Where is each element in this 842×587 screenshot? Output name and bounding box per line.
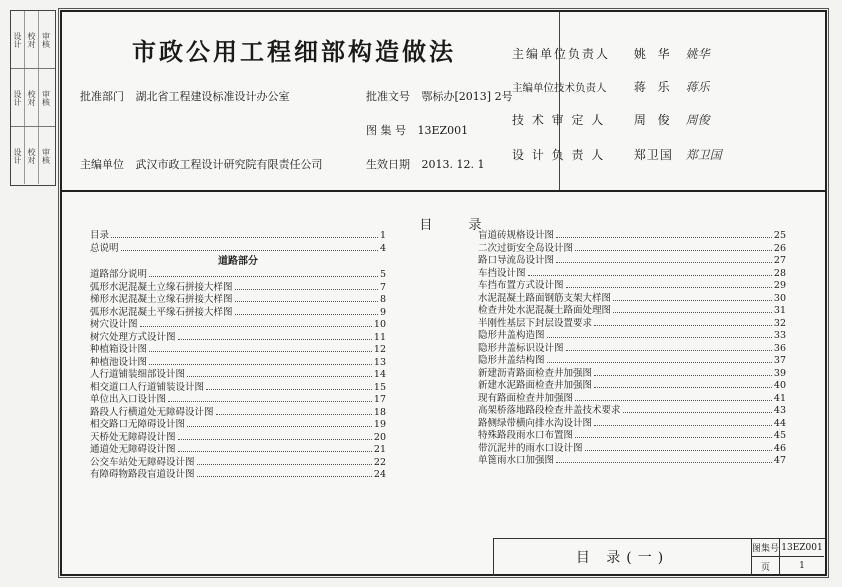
atlas-no-label: 图集号 <box>752 539 780 557</box>
toc-entry[interactable] <box>90 344 386 357</box>
signatory-signature: 郑卫国 <box>685 148 722 162</box>
toc-title: 目 录 <box>419 218 498 233</box>
toc-entry-page: 47 <box>773 455 786 466</box>
toc-leader-dots <box>235 301 378 302</box>
toc-entry[interactable] <box>478 443 786 456</box>
toc-entry-page: 27 <box>773 255 786 266</box>
page-number: 1 <box>799 561 805 571</box>
toc-entry-title: 总说明 <box>90 242 119 254</box>
approver-label: 批准部门 <box>80 90 124 103</box>
editor-line <box>80 156 323 172</box>
toc-entry-page: 8 <box>379 294 386 305</box>
toc-leader-dots <box>585 450 772 451</box>
toc-entry[interactable] <box>90 230 386 243</box>
toc-entry-title: 半刚性基层下封层设置要求 <box>478 317 593 329</box>
toc-entry-title: 路侧绿带横向排水沟设计图 <box>478 417 593 429</box>
doc-no-line <box>366 88 513 104</box>
toc-leader-dots <box>556 462 772 463</box>
toc-entry-page: 14 <box>373 369 386 380</box>
toc-entry-page: 22 <box>373 456 386 468</box>
toc-entry-title: 新建沥青路面检查井加强图 <box>478 367 593 379</box>
toc-entry-page: 7 <box>379 281 386 293</box>
toc-entry[interactable] <box>478 280 786 293</box>
toc-entry-page: 40 <box>773 380 786 391</box>
signatory-name: 周 俊 <box>633 113 674 127</box>
toc-leader-dots <box>178 451 372 452</box>
atlas-no-value: 13EZ001 <box>417 124 469 137</box>
sidebar-text: 设计 <box>11 127 25 184</box>
toc-leader-dots <box>187 376 372 377</box>
toc-entry[interactable] <box>90 469 386 482</box>
toc-entry[interactable] <box>478 368 786 381</box>
toc-entry-page: 18 <box>373 406 386 418</box>
editor-value: 武汉市政工程设计研究院有限责任公司 <box>135 158 323 171</box>
signatory-role: 主编单位负责人 <box>512 47 611 61</box>
toc-leader-dots <box>197 464 372 465</box>
signatory-role: 设 计 负 责 人 <box>512 148 606 162</box>
toc-entry-page: 21 <box>373 444 386 455</box>
toc-entry-title: 种植池设计图 <box>90 356 148 368</box>
toc-leader-dots <box>149 276 378 277</box>
toc-leader-dots <box>594 325 772 326</box>
toc-entry[interactable] <box>478 430 786 443</box>
toc-entry-title: 隐形井盖构造图 <box>478 330 545 341</box>
toc-leader-dots <box>149 351 372 352</box>
effective-value: 2013. 12. 1 <box>421 158 485 171</box>
toc-entry[interactable] <box>478 355 786 368</box>
toc-entry[interactable] <box>478 418 786 431</box>
toc-entry[interactable] <box>90 357 386 370</box>
toc-entry-page: 36 <box>773 342 786 354</box>
editor-label: 主编单位 <box>80 158 124 171</box>
toc-entry[interactable] <box>478 305 786 318</box>
toc-leader-dots <box>206 389 372 390</box>
toc-entry-page: 43 <box>773 405 786 416</box>
toc-section-heading: 道路部分 <box>218 256 258 267</box>
toc-entry-page: 13 <box>373 356 386 368</box>
toc-entry-page: 28 <box>773 267 786 279</box>
toc-entry[interactable] <box>478 230 786 243</box>
toc-entry-page: 12 <box>373 344 386 355</box>
toc-entry-title: 路段人行横道处无障碍设计图 <box>90 406 214 418</box>
page-title: 市政公用工程细部构造做法 <box>132 37 456 66</box>
toc-entry-page: 15 <box>373 381 386 393</box>
toc-entry[interactable] <box>478 268 786 281</box>
signatory-signature: 蒋乐 <box>685 80 710 94</box>
toc-leader-dots <box>556 262 772 263</box>
toc-leader-dots <box>575 250 772 251</box>
toc-entry-title: 相交路口无障碍设计图 <box>90 419 186 430</box>
toc-leader-dots <box>235 289 378 290</box>
toc-entry[interactable] <box>478 293 786 306</box>
toc-entry-title: 道路部分说明 <box>90 269 148 280</box>
toc-entry[interactable] <box>90 319 386 332</box>
toc-entry-page: 37 <box>773 355 786 366</box>
toc-entry-title: 弧形水泥混凝土立缘石拼接大样图 <box>90 281 233 293</box>
toc-entry-page: 4 <box>379 242 386 254</box>
toc-entry-page: 45 <box>773 430 786 441</box>
toc-entry-title: 单篦雨水口加强图 <box>478 455 555 466</box>
toc-leader-dots <box>111 237 378 238</box>
signatory-signature: 周俊 <box>685 113 710 127</box>
toc-leader-dots <box>556 237 772 238</box>
toc-left-column <box>90 230 386 482</box>
toc-leader-dots <box>187 426 372 427</box>
toc-entry-title: 有障碍物路段盲道设计图 <box>90 469 195 480</box>
toc-entry-page: 11 <box>373 331 386 343</box>
toc-leader-dots <box>575 400 772 401</box>
toc-entry[interactable] <box>478 405 786 418</box>
toc-entry-title: 车挡设计图 <box>478 267 526 279</box>
toc-leader-dots <box>178 439 372 440</box>
sidebar-text: 审核 <box>41 147 51 164</box>
effective-line <box>366 156 484 172</box>
signatory-role: 主编单位技术负责人 <box>512 82 607 94</box>
toc-entry-title: 通道处无障碍设计图 <box>90 444 176 455</box>
toc-entry-page: 10 <box>373 319 386 330</box>
toc-entry-page: 19 <box>373 419 386 430</box>
atlas-no-line <box>366 122 468 138</box>
toc-entry-page: 30 <box>773 292 786 304</box>
toc-entry-title: 盲道砖规格设计图 <box>478 230 555 241</box>
approver-line <box>80 88 290 104</box>
toc-entry[interactable] <box>478 380 786 393</box>
toc-entry-title: 天桥处无障碍设计图 <box>90 431 176 443</box>
toc-entry[interactable] <box>478 343 786 356</box>
toc-entry-title: 高架桥落地路段检查井盖技术要求 <box>478 405 621 416</box>
title-block <box>62 12 825 192</box>
toc-leader-dots <box>197 476 372 477</box>
toc-leader-dots <box>528 275 772 276</box>
toc-leader-dots <box>168 401 372 402</box>
toc-leader-dots <box>566 287 772 288</box>
toc-entry[interactable] <box>90 282 386 295</box>
toc-entry[interactable] <box>90 432 386 445</box>
toc-entry[interactable] <box>90 369 386 382</box>
toc-leader-dots <box>547 362 772 363</box>
toc-entry-title: 隐形井盖结构图 <box>478 355 545 366</box>
toc-leader-dots <box>575 437 772 438</box>
toc-entry[interactable] <box>478 393 786 406</box>
toc-entry-page: 5 <box>379 269 386 280</box>
toc-entry-page: 26 <box>773 242 786 254</box>
signatory-name: 姚 华 <box>633 47 674 61</box>
sidebar-text: 校对 <box>25 127 39 184</box>
signatory-row <box>512 146 722 163</box>
sheet-title: 目 录(一) <box>494 539 752 575</box>
toc-entry[interactable] <box>90 332 386 345</box>
toc-leader-dots <box>178 339 372 340</box>
toc-leader-dots <box>594 425 772 426</box>
toc-entry-page: 24 <box>373 469 386 480</box>
toc-entry[interactable] <box>90 307 386 320</box>
toc-entry-title: 种植箱设计图 <box>90 344 148 355</box>
toc-entry-title: 人行道铺装细部设计图 <box>90 369 186 380</box>
toc-entry[interactable] <box>478 455 786 468</box>
toc-entry-page: 1 <box>379 230 386 241</box>
page-label: 页 <box>752 557 780 575</box>
toc-entry-title: 现有路面检查井加强图 <box>478 392 574 404</box>
toc-entry-title: 隐形井盖标识设计图 <box>478 342 564 354</box>
toc-leader-dots <box>594 375 772 376</box>
toc-entry-title: 检查井处水泥混凝土路面处理图 <box>478 305 612 316</box>
toc-entry-title: 二次过街安全岛设计图 <box>478 242 574 254</box>
toc-leader-dots <box>566 350 772 351</box>
sidebar-text: 校对 <box>25 69 39 126</box>
toc-leader-dots <box>140 326 372 327</box>
signatory-name: 蒋 乐 <box>633 80 674 94</box>
toc-entry[interactable] <box>478 243 786 256</box>
toc-entry-title: 单位出入口设计图 <box>90 394 167 405</box>
toc-entry-page: 32 <box>773 317 786 329</box>
sidebar-text: 校对 <box>25 11 39 68</box>
sidebar-text: 设计 <box>11 11 25 68</box>
toc-entry[interactable] <box>478 255 786 268</box>
toc-leader-dots <box>623 412 772 413</box>
toc-leader-dots <box>216 414 372 415</box>
toc-entry-page: 9 <box>379 306 386 318</box>
title-block-left <box>62 12 560 190</box>
toc-entry-title: 弧形水泥混凝土平缘石拼接大样图 <box>90 306 233 318</box>
toc-entry[interactable] <box>478 318 786 331</box>
sidebar-text: 审核 <box>41 31 51 48</box>
toc-entry-title: 树穴处理方式设计图 <box>90 331 176 343</box>
effective-label: 生效日期 <box>366 158 410 171</box>
toc-leader-dots <box>121 250 378 251</box>
toc-entry-title: 目录 <box>90 230 110 241</box>
sidebar-text: 审核 <box>41 89 51 106</box>
toc-entry[interactable] <box>90 407 386 420</box>
toc-entry-page: 41 <box>773 392 786 404</box>
toc-entry[interactable] <box>90 382 386 395</box>
signatory-row <box>512 111 710 128</box>
toc-entry-title: 车挡布置方式设计图 <box>478 280 564 291</box>
approver-value: 湖北省工程建设标准设计办公室 <box>135 90 290 103</box>
signatory-row <box>512 78 710 95</box>
toc-entry-page: 20 <box>373 431 386 443</box>
toc-entry-title: 相交道口人行道铺装设计图 <box>90 381 205 393</box>
signatory-row <box>512 45 710 62</box>
toc-entry-page: 44 <box>773 417 786 429</box>
toc-entry[interactable] <box>90 243 386 256</box>
signatory-name: 郑卫国 <box>633 148 673 162</box>
toc-entry-page: 31 <box>773 305 786 316</box>
toc-entry[interactable] <box>90 444 386 457</box>
doc-no-value: 鄂标办[2013] 2号 <box>421 90 513 103</box>
toc-entry-page: 33 <box>773 330 786 341</box>
toc-entry-page: 17 <box>373 394 386 405</box>
toc-entry[interactable] <box>90 269 386 282</box>
toc-leader-dots <box>613 312 772 313</box>
toc-entry-title: 公交车站处无障碍设计图 <box>90 456 195 468</box>
toc-entry-page: 29 <box>773 280 786 291</box>
toc-leader-dots <box>149 364 372 365</box>
toc-entry-title: 带沉泥井的雨水口设计图 <box>478 442 583 454</box>
toc-leader-dots <box>594 387 772 388</box>
toc-entry[interactable] <box>90 419 386 432</box>
atlas-no-label: 图 集 号 <box>366 124 406 137</box>
toc-entry[interactable] <box>90 394 386 407</box>
signatory-signature: 姚华 <box>685 47 710 61</box>
toc-right-column <box>478 230 786 468</box>
approval-sidebar <box>10 10 56 186</box>
toc-entry[interactable] <box>90 457 386 470</box>
toc-entry[interactable] <box>478 330 786 343</box>
toc-entry-title: 水泥混凝土路面钢筋支架大样图 <box>478 292 612 304</box>
toc-entry-page: 25 <box>773 230 786 241</box>
toc-entry-title: 梯形水泥混凝土立缘石拼接大样图 <box>90 294 233 305</box>
toc-entry-title: 特殊路段雨水口布置图 <box>478 430 574 441</box>
sheet-title-block <box>493 538 825 576</box>
atlas-no-value: 13EZ001 <box>780 539 824 557</box>
toc-leader-dots <box>235 314 378 315</box>
signatory-role: 技 术 审 定 人 <box>512 113 606 127</box>
toc-entry-title: 树穴设计图 <box>90 319 138 330</box>
toc-entry-page: 46 <box>773 442 786 454</box>
toc-entry-title: 路口导流岛设计图 <box>478 255 555 266</box>
sidebar-group <box>11 69 55 127</box>
sidebar-text: 设计 <box>11 69 25 126</box>
sidebar-group <box>11 11 55 69</box>
toc-leader-dots <box>547 337 772 338</box>
doc-no-label: 批准文号 <box>366 90 410 103</box>
toc-entry-title: 新建水泥路面检查井加强图 <box>478 380 593 391</box>
toc-entry-page: 39 <box>773 367 786 379</box>
sidebar-group <box>11 127 55 185</box>
toc-leader-dots <box>613 300 772 301</box>
toc-entry[interactable] <box>90 294 386 307</box>
